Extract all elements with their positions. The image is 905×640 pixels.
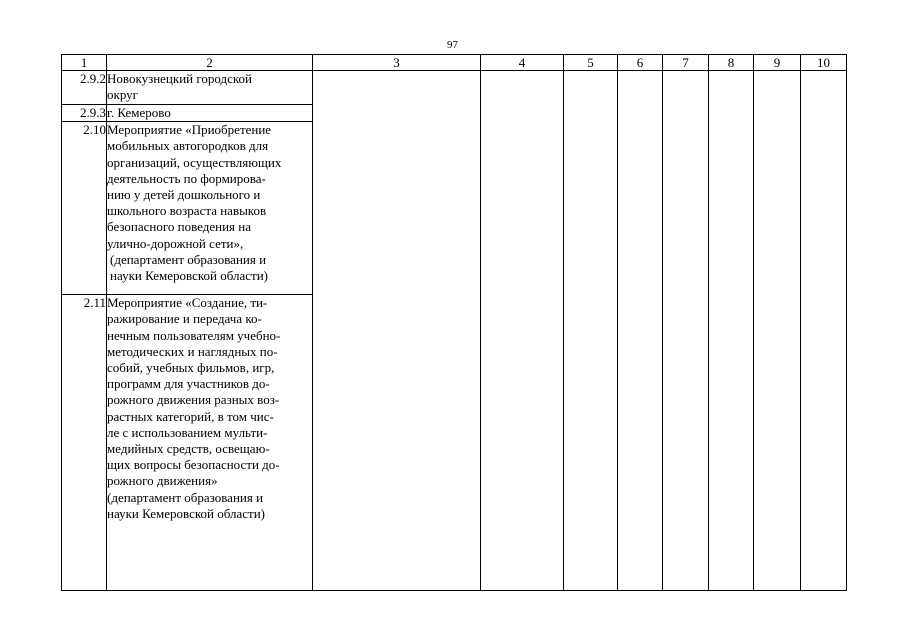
column-header: 3 (313, 55, 481, 71)
column-header: 9 (754, 55, 801, 71)
empty-cell-col9 (754, 71, 801, 591)
column-header: 1 (62, 55, 107, 71)
description-line: Мероприятие «Создание, ти- (107, 295, 268, 311)
description-line: науки Кемеровской области) (110, 268, 269, 284)
empty-cell-col6 (618, 71, 663, 591)
page-number: 97 (447, 39, 458, 51)
table-row (62, 71, 847, 105)
empty-cell-col4 (481, 71, 564, 591)
description-line: щих вопросы безопасности до- (107, 457, 280, 473)
row-description (107, 71, 313, 105)
row-description (107, 295, 313, 591)
description-line: растных категорий, в том чис- (107, 408, 274, 424)
description-line: (департамент образования и (107, 489, 264, 505)
description-line: школьного возраста навыков (107, 203, 267, 219)
description-line: нию у детей дошкольного и (107, 187, 261, 203)
row-number: 2.9.2 (62, 71, 107, 105)
column-header: 6 (618, 55, 663, 71)
row-description (107, 105, 313, 122)
column-header: 10 (801, 55, 847, 71)
row-number: 2.9.3 (62, 105, 107, 122)
row-description (107, 122, 313, 295)
description-line: медийных средств, освещаю- (107, 441, 270, 457)
row-number: 2.10 (62, 122, 107, 295)
description-line: ражирование и передача ко- (107, 311, 262, 327)
description-line: программ для участников до- (107, 376, 270, 392)
column-header: 2 (107, 55, 313, 71)
description-line: безопасного поведения на (107, 219, 252, 235)
description-line: рожного движения разных воз- (107, 392, 280, 408)
empty-cell-col10 (801, 71, 847, 591)
empty-cell-col3 (313, 71, 481, 591)
description-line: округ (107, 87, 138, 103)
column-header: 5 (564, 55, 618, 71)
description-line: Мероприятие «Приобретение (107, 122, 272, 138)
description-line: улично-дорожной сети», (107, 235, 244, 251)
table-header-row (62, 55, 847, 71)
empty-cell-col5 (564, 71, 618, 591)
column-header: 8 (709, 55, 754, 71)
description-line: ле с использованием мульти- (107, 424, 268, 440)
description-line: науки Кемеровской области) (107, 505, 266, 521)
description-line: собий, учебных фильмов, игр, (107, 360, 275, 376)
column-header: 7 (663, 55, 709, 71)
row-number: 2.11 (62, 295, 107, 591)
description-line: мобильных автогородков для (107, 138, 269, 154)
description-line: Новокузнецкий городской (107, 71, 252, 86)
data-table (61, 54, 847, 591)
description-line: г. Кемерово (107, 105, 171, 120)
description-line: организаций, осуществляющих (107, 154, 282, 170)
description-line: рожного движения» (107, 473, 218, 489)
description-line: нечным пользователям учебно- (107, 327, 281, 343)
description-line: деятельность по формирова- (107, 170, 266, 186)
description-line: (департамент образования и (110, 251, 267, 267)
column-header: 4 (481, 55, 564, 71)
empty-cell-col8 (709, 71, 754, 591)
empty-cell-col7 (663, 71, 709, 591)
description-line: методических и наглядных по- (107, 343, 278, 359)
